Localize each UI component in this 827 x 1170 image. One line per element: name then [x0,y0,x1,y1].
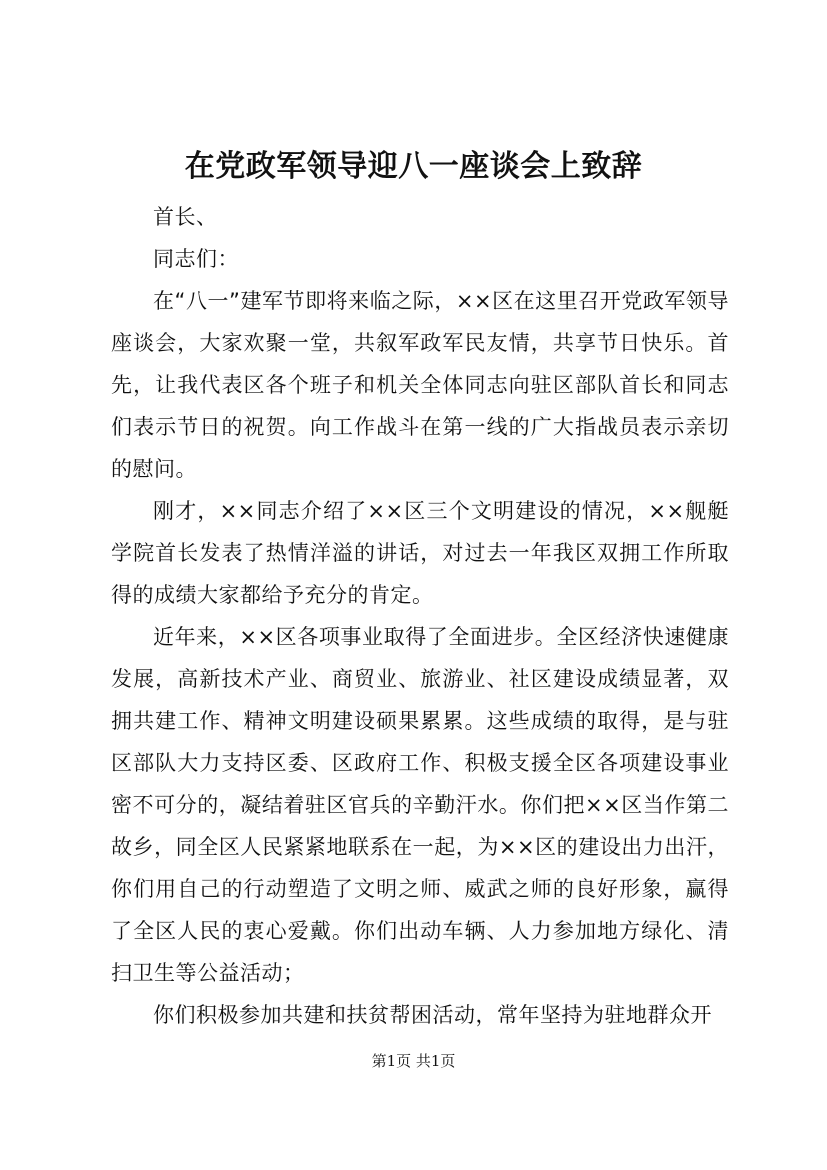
paragraph-1: 在“八一”建军节即将来临之际，××区在这里召开党政军领导座谈会，大家欢聚一堂，共叙军政军民友情，共享节日快乐。首先，让我代表区各个班子和机关全体同志向驻区部队首长和同志们表示节日的祝贺。向工作战斗在第一线的广大指战员表示亲切的慰问。 [111,289,729,481]
paragraph-2: 刚才，××同志介绍了××区三个文明建设的情况，××舰艇学院首长发表了热情洋溢的讲话，对过去一年我区双拥工作所取得的成绩大家都给予充分的肯定。 [111,499,729,607]
document-body [111,196,729,1036]
salutation-line-1: 首长、 [153,205,218,229]
page-footer: 第1页 共1页 [371,1052,456,1070]
document-title: 在党政军领导迎八一座谈会上致辞 [184,149,643,184]
salutation-line-2: 同志们： [153,247,239,271]
paragraph-3: 近年来，××区各项事业取得了全面进步。全区经济快速健康发展，高新技术产业、商贸业、旅游业、社区建设成绩显著，双拥共建工作、精神文明建设硕果累累。这些成绩的取得，是与驻区部队大力支持区委、区政府工作、积极支援全区各项建设事业密不可分的，凝结着驻区官兵的辛勤汗水。你们把××区当作第二故乡，同全区人民紧紧地联系在一起，为××区的建设出力出汗，你们用自己的行动塑造了文明之师、威武之师的良好形象，赢得了全区人民的衷心爱戴。你们出动车辆、人力参加地方绿化、清扫卫生等公益活动； [111,625,729,985]
paragraph-4: 你们积极参加共建和扶贫帮困活动，常年坚持为驻地群众开 [153,1003,712,1027]
